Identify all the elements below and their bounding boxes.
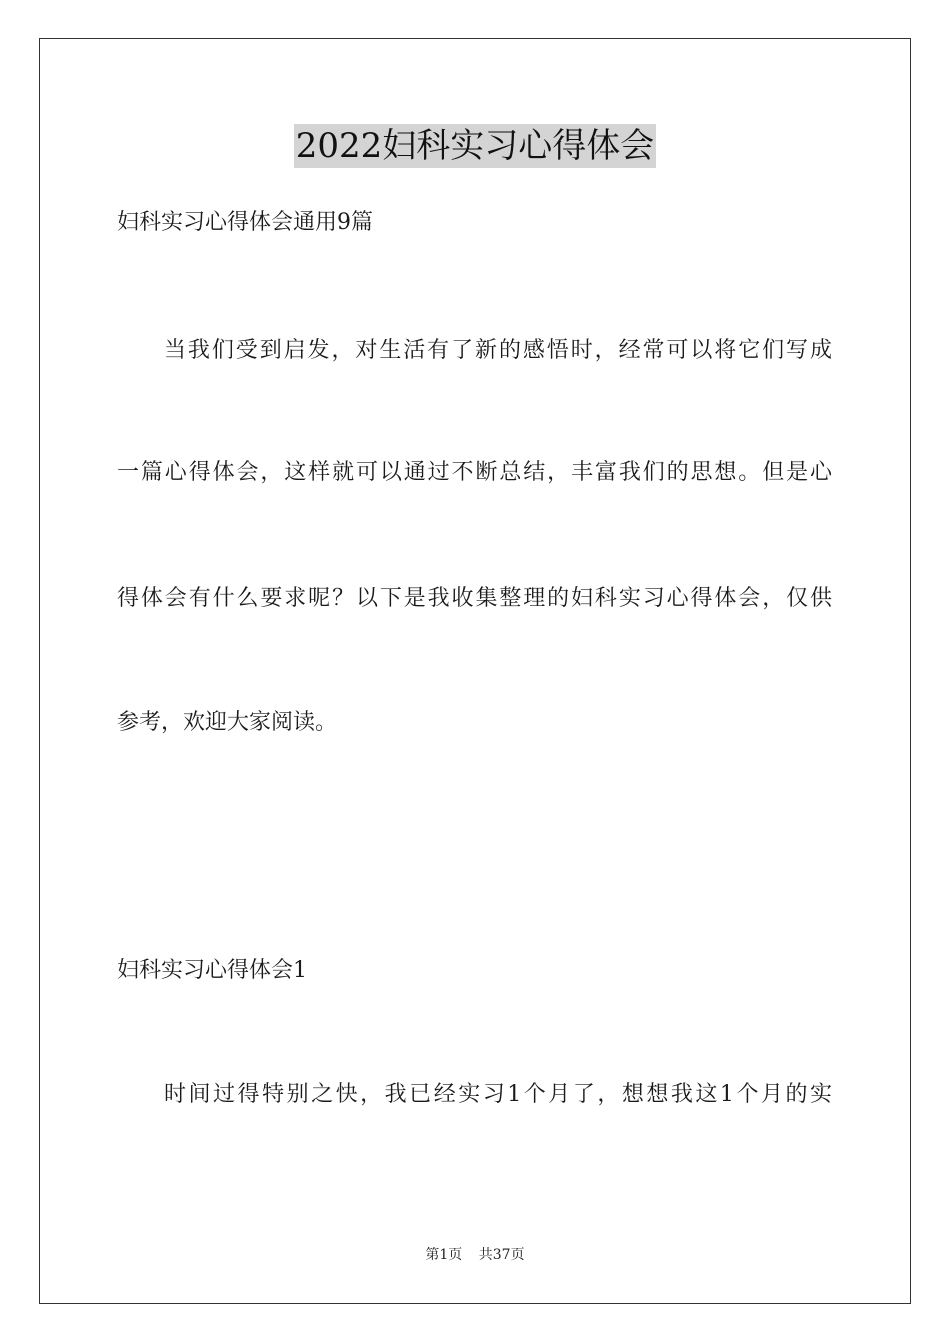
document-title-text: 2022妇科实习心得体会	[295, 126, 655, 166]
page-number: 第1页	[425, 1247, 463, 1263]
document-title	[0, 124, 950, 170]
section-heading: 妇科实习心得体会1	[117, 958, 307, 983]
page-total: 共37页	[478, 1247, 525, 1263]
intro-line-1: 当我们受到启发，对生活有了新的感悟时，经常可以将它们写成	[164, 338, 832, 363]
intro-line-4: 参考，欢迎大家阅读。	[117, 710, 338, 735]
page-footer	[0, 1245, 950, 1265]
document-subtitle: 妇科实习心得体会通用9篇	[117, 210, 373, 235]
section-paragraph-line-1: 时间过得特别之快，我已经实习1个月了，想想我这1个月的实	[164, 1082, 832, 1107]
intro-line-3: 得体会有什么要求呢？以下是我收集整理的妇科实习心得体会，仅供	[117, 586, 832, 611]
intro-line-2: 一篇心得体会，这样就可以通过不断总结，丰富我们的思想。但是心	[117, 460, 832, 485]
